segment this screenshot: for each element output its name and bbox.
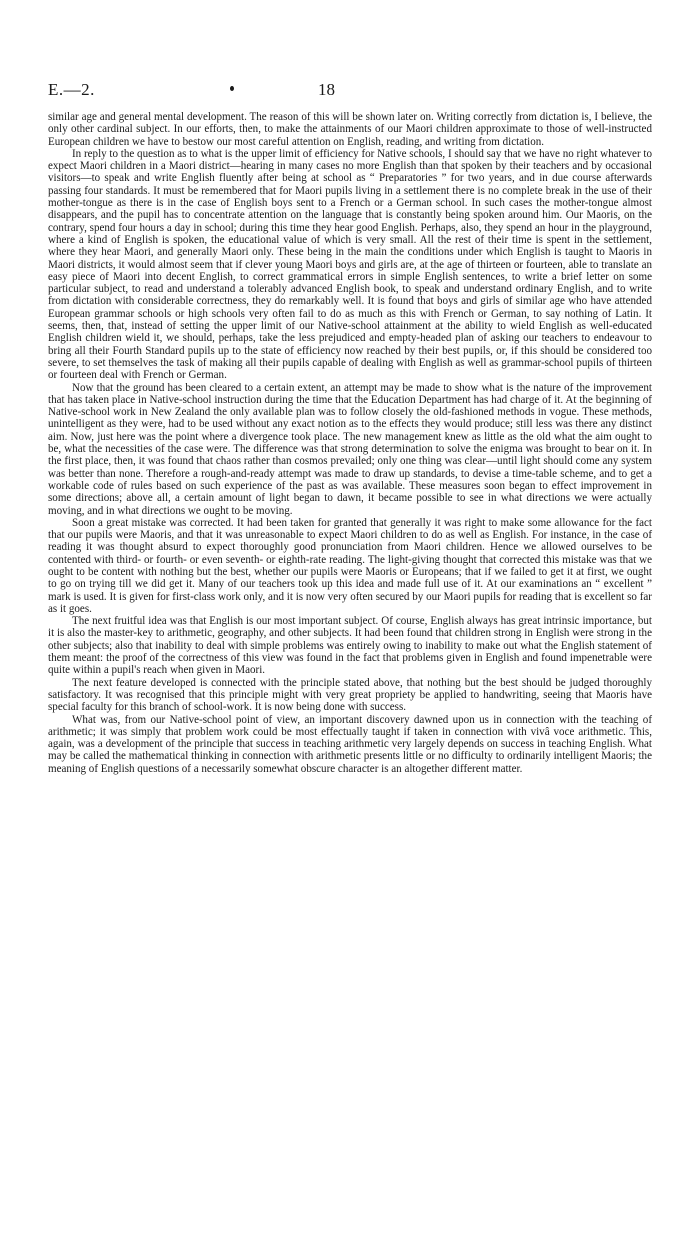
paragraph: The next fruitful idea was that English is our most important subject. Of course, English always has great intrinsic importance, but it is also the master-key to arithmetic, geography, and other subjects. It had been found that children strong in English were strong in the other subjects; also that inability to deal with simple problems was entirely owing to inability to make out what the English statement of them meant: the proof of the correctness of this view was found in the fact that problems given in English and found impenetrable were quite within a pupil's reach when given in Maori. — [48, 615, 652, 677]
printer-dot — [230, 86, 234, 91]
page-number: 18 — [318, 80, 335, 99]
paragraph: Soon a great mistake was corrected. It had been taken for granted that generally it was right to make some allowance for the fact that our pupils were Maoris, and that it was unreasonable to expect Maori children to do as well as English. For instance, in the case of reading it was thought absurd to expect thoroughly good pronunciation from Maori children. Hence we allowed ourselves to be contented with third- or fourth- or even seventh- or eighth-rate reading. The light-giving thought that corrected this mistake was that we ought to be content with nothing but the best, whether our pupils were Maoris or Europeans; that if we failed to get it at first, we ought to go on trying till we did get it. Many of our teachers took up this idea and made full use of it. At our examinations an “ excellent ” mark is used. It is given for first-class work only, and it is now very often secured by our Maori pupils for reading that is excellent so far as it goes. — [48, 516, 652, 615]
document-code: E.—2. — [48, 80, 95, 99]
paragraph: What was, from our Native-school point of view, an important discovery dawned upon us in connection with the teaching of arithmetic; it was simply that problem work could be most effectually taught if taken in connection with vivâ voce arithmetic. This, again, was a development of the principle that success in teaching arithmetic very largely depends on success in teaching English. What may be called the mathematical thinking in connection with arithmetic presents little or no difficulty to ordinarily intelligent Maoris; the meaning of English questions of a necessarily somewhat obscure character is an altogether different matter. — [48, 713, 652, 775]
paragraph: In reply to the question as to what is the upper limit of efficiency for Native schools, I should say that we have no right whatever to expect Maori children in a Maori district—hearing in many cases no more English than that spoken by their teachers and by occasional visitors—to speak and write English fluently after being at school as “ Preparatories ” for two years, and in due course afterwards passing four standards. It must be remembered that for Maori pupils living in a settlement there is no complete break in the use of their mother-tongue as there is in the case of English boys sent to a French or a German school. In such cases the mother-tongue almost disappears, and the pupil has to concentrate attention on the language that is constantly being spoken around him. Our Maoris, on the contrary, spend four hours a day in school; during this time they hear good English. Perhaps, also, they spend an hour in the playground, where a kind of English is spoken, the educational value of which is very small. All the rest of their time is spent in the settlement, where they hear Maori, and generally Maori only. These being in the main the conditions under which English is taught to Maoris in Maori districts, it would almost seem that if clever young Maori boys and girls are, at the age of thirteen or fourteen, able to translate an easy piece of Maori into decent English, to correct grammatical errors in simple English sentences, to write a brief letter on some particular subject, to read and understand a tolerably advanced English book, to speak and understand ordinary English, and to write from dictation with considerable correctness, they do remarkably well. It is found that boys and girls of similar age who have attended European grammar schools or high schools very often fail to do as much as this with French or German, to say nothing of Latin. It seems, then, that, instead of setting the upper limit of our Native-school attainment at the ability to wield English as well-educated English children wield it, we should, perhaps, take the less prejudiced and empty-headed plan of asking our teachers to endeavour to bring all their Fourth Standard pupils up to the state of efficiency now reached by their best pupils, or, if this should be considered too severe, to set themselves the task of making all their pupils capable of dealing with English as well as grammar-school pupils of thirteen or fourteen deal with French or German. — [48, 147, 652, 382]
paragraph: The next feature developed is connected with the principle stated above, that nothing but the best should be judged thoroughly satisfactory. It was recognised that this principle might with very great propriety be applied to handwriting, seeing that Maoris have special faculty for this branch of school-work. It is now being done with success. — [48, 676, 652, 714]
paragraph: Now that the ground has been cleared to a certain extent, an attempt may be made to show what is the nature of the improvement that has taken place in Native-school instruction during the time that the Education Department has had charge of it. At the beginning of Native-school work in New Zealand the only available plan was to follow closely the old-fashioned methods in vogue. These methods, unintelligent as they were, had to be used without any exact notion as to the effects they would produce; still less was there any distinct aim. Now, just here was the point where a divergence took place. The new management knew as little as the old what the aim ought to be, what the necessities of the case were. The difference was that strong determination to solve the enigma was brought to bear on it. In the first place, then, it was found that chaos rather than cosmos prevailed; only one thing was clear—until light should come any system was better than none. Therefore a rough-and-ready attempt was made to draw up standards, to devise a time-table scheme, and to get a workable code of rules based on such experience of the past as was available. These measures soon began to effect improvement in some directions; above all, a certain amount of light began to dawn, it became possible to see in what directions we were actually moving, and in what directions we ought to be moving. — [48, 381, 652, 517]
paragraph: similar age and general mental development. The reason of this will be shown later on. Writing correctly from dictation is, I believe, the only other cardinal subject. In our efforts, then, to make the attainments of our Maori children approximate to those of well-instructed European children we have to bestow our most careful attention on English, reading, and writing from dictation. — [48, 111, 652, 148]
body-text — [48, 111, 652, 775]
page-header — [48, 80, 652, 102]
